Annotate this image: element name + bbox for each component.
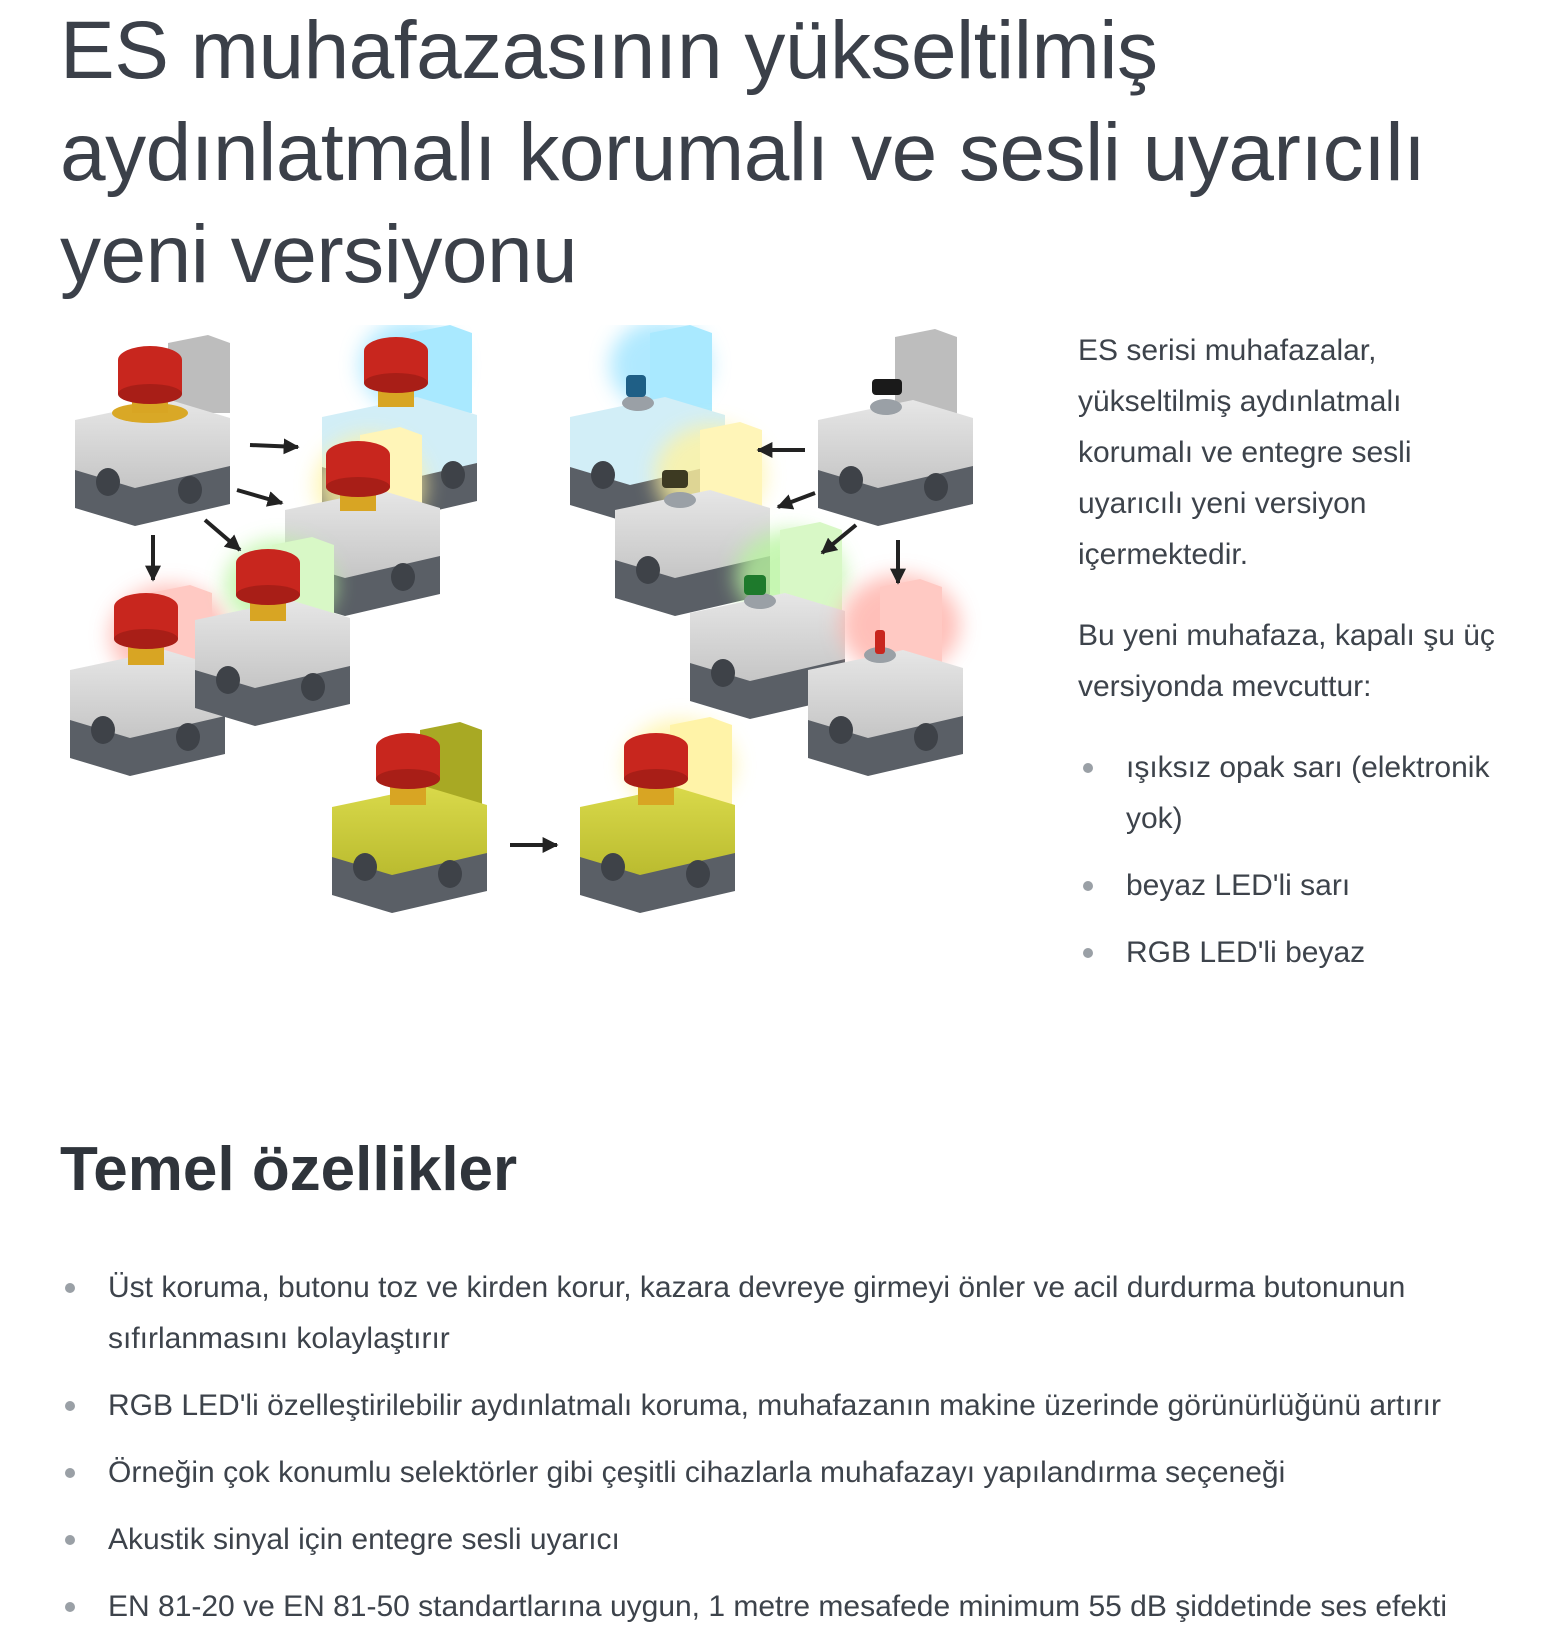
intro-paragraph-2: Bu yeni muhafaza, kapalı şu üç versiyonda mevcuttur: [1078, 619, 1495, 703]
section-heading: Temel özellikler [60, 1135, 518, 1204]
estop-box-yellow-housing-lit [580, 717, 735, 913]
list-item [60, 1514, 1520, 1565]
bullet-icon [65, 1602, 75, 1612]
intro-text [1078, 325, 1518, 994]
feature-text: EN 81-20 ve EN 81-50 standartlarına uygun, 1 metre mesafede minimum 55 dB şiddetinde ses efekti [108, 1590, 1448, 1623]
feature-text: Akustik sinyal için entegre sesli uyarıcı [108, 1523, 620, 1556]
version-label: beyaz LED'li sarı [1126, 869, 1351, 902]
selector-box-grey-guard [818, 329, 973, 526]
bullet-icon [1083, 881, 1093, 891]
estop-box-green-guard [195, 537, 350, 726]
list-item [1078, 927, 1518, 978]
list-item [60, 1447, 1520, 1498]
estop-box-grey-guard [75, 335, 230, 526]
bullet-icon [65, 1468, 75, 1478]
bullet-icon [65, 1283, 75, 1293]
version-label: ışıksız opak sarı (elektronik yok) [1126, 751, 1490, 835]
feature-text: Örneğin çok konumlu selektörler gibi çeşitli cihazlarla muhafazayı yapılandırma seçeneği [108, 1456, 1286, 1489]
feature-text: Üst koruma, butonu toz ve kirden korur, kazara devreye girmeyi önler ve acil durdurma butonunun sıfırlanmasını kolaylaştırır [108, 1271, 1406, 1355]
intro-paragraph-1: ES serisi muhafazalar, yükseltilmiş aydınlatmalı korumalı ve entegre sesli uyarıcılı yeni versiyon içermektedir. [1078, 334, 1412, 571]
bullet-icon [65, 1401, 75, 1411]
features-list [60, 1262, 1520, 1648]
product-variants-svg [60, 325, 1020, 965]
feature-text: RGB LED'li özelleştirilebilir aydınlatmalı koruma, muhafazanın makine üzerinde görünürlüğünü artırır [108, 1389, 1442, 1422]
list-item [1078, 742, 1518, 844]
estop-box-yellow-housing-opaque [332, 722, 487, 913]
list-item [60, 1380, 1520, 1431]
product-variants-illustration [60, 325, 1020, 965]
versions-list [1078, 742, 1518, 978]
page-title: ES muhafazasının yükseltilmiş aydınlatmalı korumalı ve sesli uyarıcılı yeni versiyonu [60, 5, 1426, 300]
list-item [1078, 860, 1518, 911]
bullet-icon [1083, 948, 1093, 958]
list-item [60, 1581, 1520, 1632]
bullet-icon [1083, 763, 1093, 773]
list-item [60, 1262, 1520, 1364]
bullet-icon [65, 1535, 75, 1545]
version-label: RGB LED'li beyaz [1126, 936, 1366, 969]
